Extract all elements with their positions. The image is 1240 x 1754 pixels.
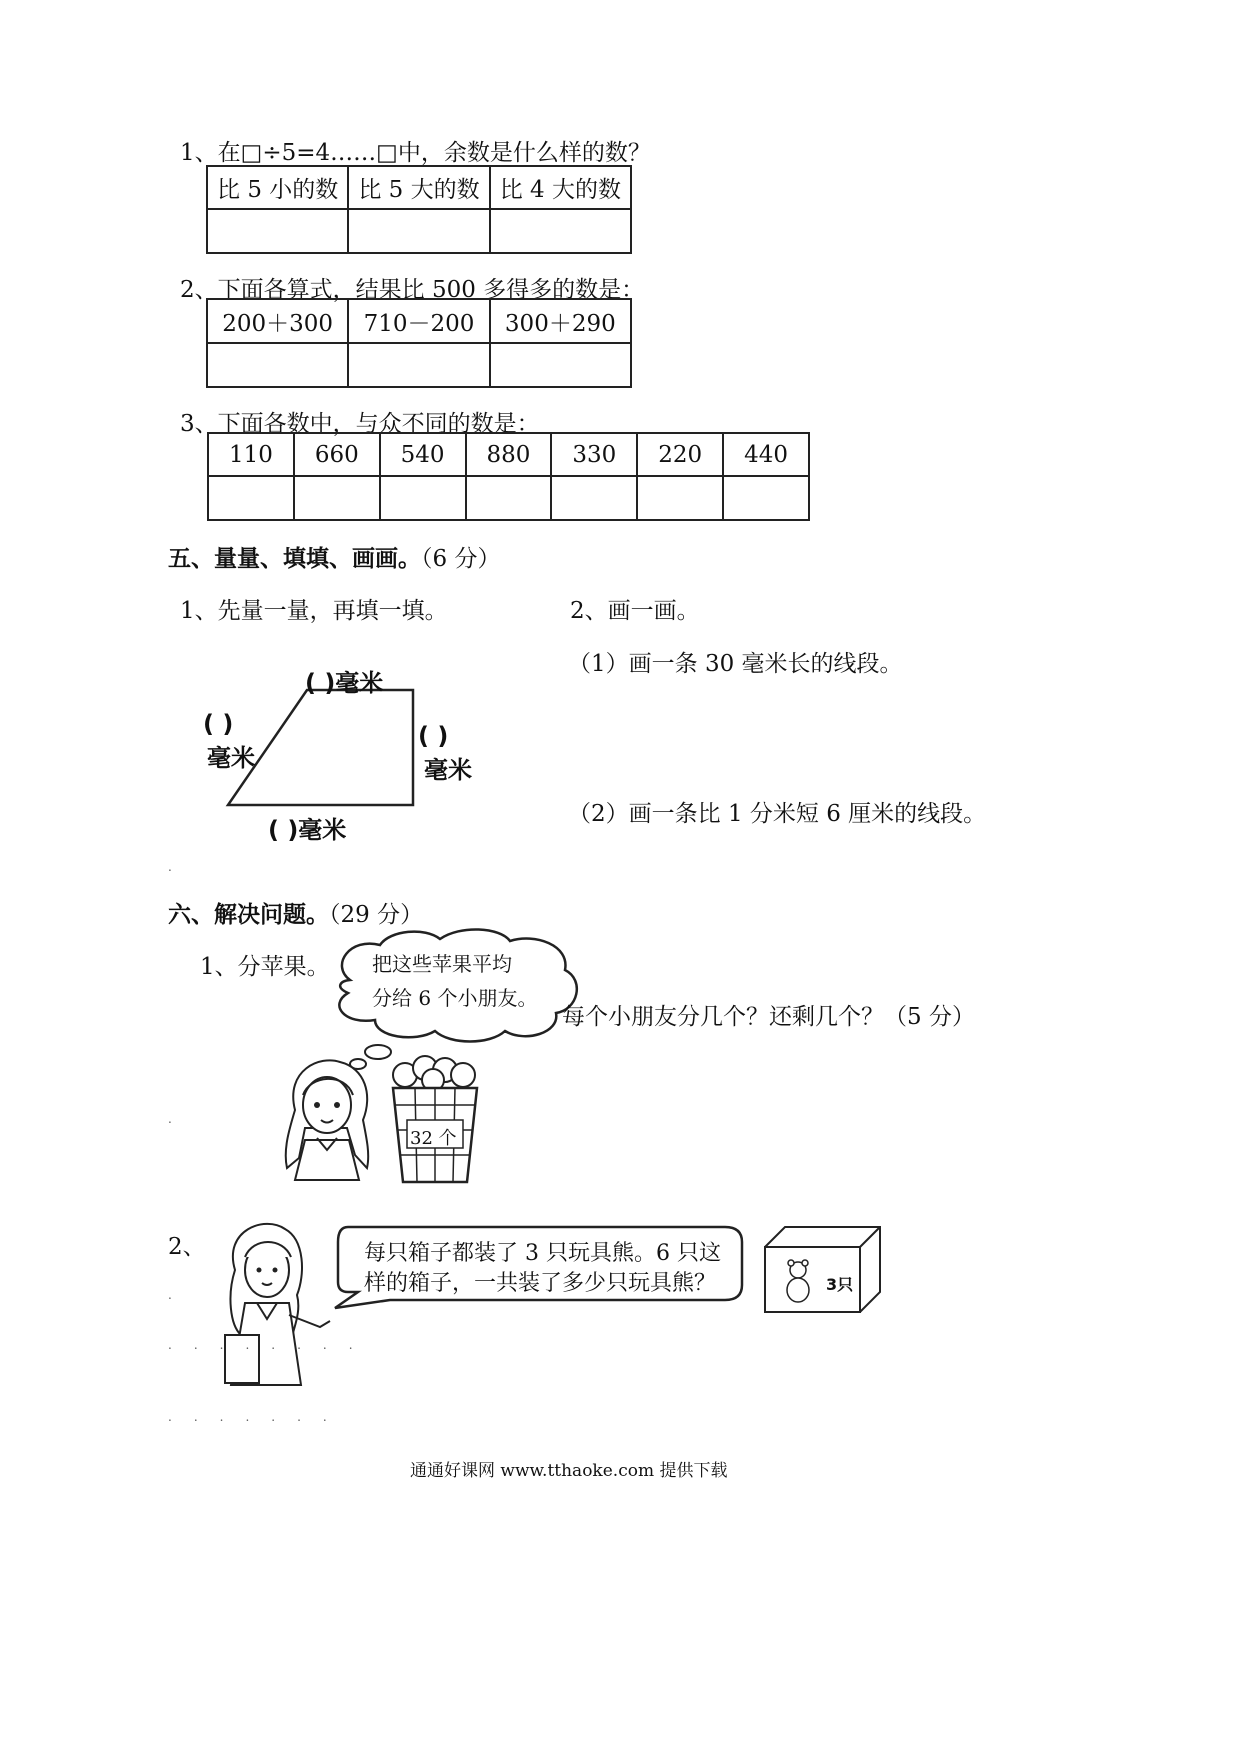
section5-item1: 1、先量一量，再填一填。 bbox=[180, 598, 448, 624]
bottom-side-unit: 毫米 bbox=[298, 816, 347, 844]
section5-sub1: （1）画一条 30 毫米长的线段。 bbox=[568, 651, 903, 677]
q1-option: 比 5 小的数 bbox=[207, 166, 348, 209]
leader-dot: . bbox=[168, 860, 194, 874]
section5-score: （6 分） bbox=[421, 546, 501, 572]
bottom-side-paren[interactable]: ( ) bbox=[268, 816, 299, 844]
problem2-label: 2、 bbox=[168, 1234, 206, 1260]
top-side-paren[interactable]: ( ) bbox=[305, 669, 336, 697]
teacher-illustration bbox=[205, 1215, 335, 1395]
cloud-text-line1: 把这些苹果平均 bbox=[372, 952, 512, 976]
problem1-question: 每个小朋友分几个？还剩几个？（5 分） bbox=[562, 1004, 975, 1030]
toy-box-illustration bbox=[760, 1222, 885, 1317]
q2-option: 200＋300 bbox=[207, 299, 348, 343]
bottom-side-label bbox=[268, 810, 346, 845]
q3-option: 220 bbox=[637, 433, 723, 476]
q3-option: 880 bbox=[466, 433, 552, 476]
top-side-unit: 毫米 bbox=[335, 669, 384, 697]
q3-option: 440 bbox=[723, 433, 809, 476]
leader-dots: ....... bbox=[168, 1410, 349, 1424]
top-side-label bbox=[305, 663, 383, 698]
girl-illustration bbox=[275, 1050, 385, 1185]
box-label: 3只 bbox=[826, 1275, 854, 1294]
section6-score: （29 分） bbox=[329, 902, 424, 928]
footer-text: 通通好课网 www.tthaoke.com 提供下载 bbox=[410, 1461, 728, 1481]
section5-sub2: （2）画一条比 1 分米短 6 厘米的线段。 bbox=[568, 801, 987, 827]
q3-option: 110 bbox=[208, 433, 294, 476]
q3-option: 330 bbox=[551, 433, 637, 476]
leader-dot: . bbox=[168, 1288, 194, 1302]
right-side-paren[interactable]: ( ) bbox=[418, 722, 449, 750]
q2-option: 300＋290 bbox=[490, 299, 631, 343]
section6-title: 六、解决问题。 bbox=[168, 901, 329, 928]
leader-dot: . bbox=[168, 1112, 194, 1126]
left-side-unit: 毫米 bbox=[207, 744, 255, 772]
q1-option: 比 4 大的数 bbox=[490, 166, 631, 209]
section5-item2: 2、画一画。 bbox=[570, 598, 700, 624]
right-side-unit: 毫米 bbox=[424, 756, 472, 784]
q3-prompt: 3、下面各数中，与众不同的数是： bbox=[180, 411, 540, 437]
q1-option: 比 5 大的数 bbox=[348, 166, 489, 209]
trapezoid-shape bbox=[228, 690, 413, 805]
q2-option: 710－200 bbox=[348, 299, 489, 343]
cloud-text-line2: 分给 6 个小朋友。 bbox=[372, 986, 538, 1010]
section5-title: 五、量量、填填、画画。 bbox=[168, 545, 421, 572]
q3-option: 540 bbox=[380, 433, 466, 476]
q2-prompt: 2、下面各算式，结果比 500 多得多的数是： bbox=[180, 277, 645, 303]
speech-text-line1: 每只箱子都装了 3 只玩具熊。6 只这 bbox=[364, 1241, 721, 1266]
problem1-label: 1、分苹果。 bbox=[200, 954, 330, 980]
apple-basket-illustration bbox=[385, 1050, 485, 1190]
basket-label: 32 个 bbox=[410, 1128, 457, 1149]
q3-option: 660 bbox=[294, 433, 380, 476]
q1-prompt: 1、在□÷5=4……□中，余数是什么样的数？ bbox=[180, 140, 651, 166]
leader-dots: ........ bbox=[168, 1338, 375, 1352]
speech-text-line2: 样的箱子，一共装了多少只玩具熊？ bbox=[364, 1271, 717, 1296]
left-side-paren[interactable]: ( ) bbox=[203, 710, 234, 738]
